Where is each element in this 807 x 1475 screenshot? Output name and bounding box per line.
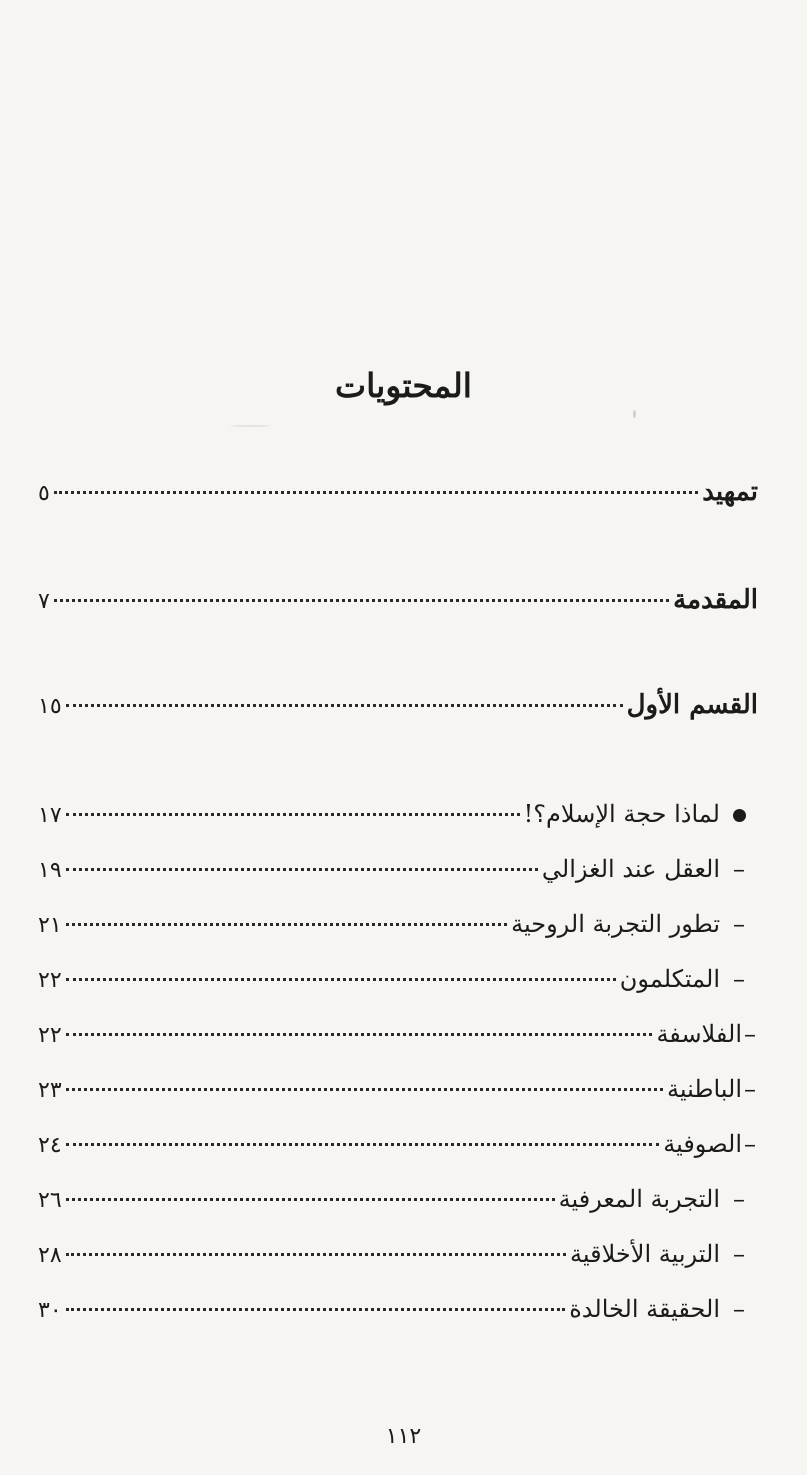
dash-marker: –	[744, 1075, 756, 1103]
bullet-dot-icon	[733, 809, 746, 822]
toc-entry-page: ٢١	[38, 913, 62, 938]
dash-marker: –	[733, 1295, 745, 1323]
toc-entry-title: الباطنية	[667, 1075, 742, 1103]
toc-entry-title: الفلاسفة	[656, 1020, 742, 1048]
toc-entry-batiniyya[interactable]	[38, 1071, 758, 1109]
toc-entry-moral-education[interactable]	[38, 1236, 758, 1274]
dot-leader	[54, 598, 669, 602]
paper-speck	[230, 425, 270, 427]
toc-entry-page: ١٥	[38, 694, 62, 719]
toc-entry-page: ٢٦	[38, 1188, 62, 1213]
dash-marker: –	[744, 1130, 756, 1158]
toc-entry-page: ٢٢	[38, 1023, 62, 1048]
dot-leader	[66, 922, 507, 926]
toc-entry-reason[interactable]	[38, 851, 758, 889]
toc-entry-preface[interactable]	[38, 474, 758, 512]
toc-entry-title: لماذا حجة الإسلام؟!	[523, 800, 720, 828]
dot-leader	[66, 1032, 653, 1036]
toc-entry-title: التربية الأخلاقية	[570, 1240, 720, 1268]
page-title: المحتويات	[335, 366, 472, 405]
toc-entry-page: ٢٣	[38, 1078, 62, 1103]
dot-leader	[66, 703, 623, 707]
toc-entry-why-hujjat-al-islam[interactable]	[38, 796, 758, 834]
dash-marker: –	[733, 855, 745, 883]
toc-entry-title: المتكلمون	[619, 965, 720, 993]
dot-leader	[54, 490, 698, 494]
toc-entry-page: ٧	[38, 589, 50, 614]
dot-leader	[66, 812, 520, 816]
dot-leader	[66, 1142, 660, 1146]
dot-leader	[66, 1087, 663, 1091]
dot-leader	[66, 1197, 555, 1201]
page-number: ١١٢	[385, 1424, 422, 1449]
dot-leader	[66, 1307, 566, 1311]
toc-entry-theologians[interactable]	[38, 961, 758, 999]
toc-entry-part-one[interactable]	[38, 687, 758, 725]
toc-entry-cognitive-experience[interactable]	[38, 1181, 758, 1219]
toc-entry-spiritual-experience[interactable]	[38, 906, 758, 944]
dash-marker: –	[733, 965, 745, 993]
dot-leader	[66, 977, 616, 981]
toc-entry-title: العقل عند الغزالي	[541, 855, 720, 883]
toc-entry-title: الصوفية	[663, 1130, 742, 1158]
toc-entry-page: ٢٤	[38, 1133, 62, 1158]
dash-marker: –	[733, 910, 745, 938]
dash-marker: –	[733, 1185, 745, 1213]
toc-entry-page: ١٧	[38, 803, 62, 828]
toc-entry-eternal-truth[interactable]	[38, 1291, 758, 1329]
toc-entry-title: التجربة المعرفية	[558, 1185, 720, 1213]
toc-entry-introduction[interactable]	[38, 582, 758, 620]
toc-entry-sufis[interactable]	[38, 1126, 758, 1164]
bullet-marker	[720, 796, 758, 832]
toc-entry-page: ٥	[38, 481, 50, 506]
dot-leader	[66, 867, 538, 871]
toc-entry-title: تطور التجربة الروحية	[511, 910, 720, 938]
toc-entry-title: القسم الأول	[626, 690, 758, 720]
dash-marker: –	[733, 1240, 745, 1268]
dash-marker: –	[744, 1020, 756, 1048]
toc-entry-page: ٣٠	[38, 1298, 62, 1323]
toc-entry-title: المقدمة	[673, 585, 758, 615]
toc-entry-page: ٢٢	[38, 968, 62, 993]
toc-entry-page: ٢٨	[38, 1243, 62, 1268]
toc-entry-title: الحقيقة الخالدة	[569, 1295, 720, 1323]
dot-leader	[66, 1252, 566, 1256]
toc-entry-philosophers[interactable]	[38, 1016, 758, 1054]
toc-entry-page: ١٩	[38, 858, 62, 883]
paper-speck	[633, 410, 636, 418]
toc-entry-title: تمهيد	[702, 477, 758, 507]
